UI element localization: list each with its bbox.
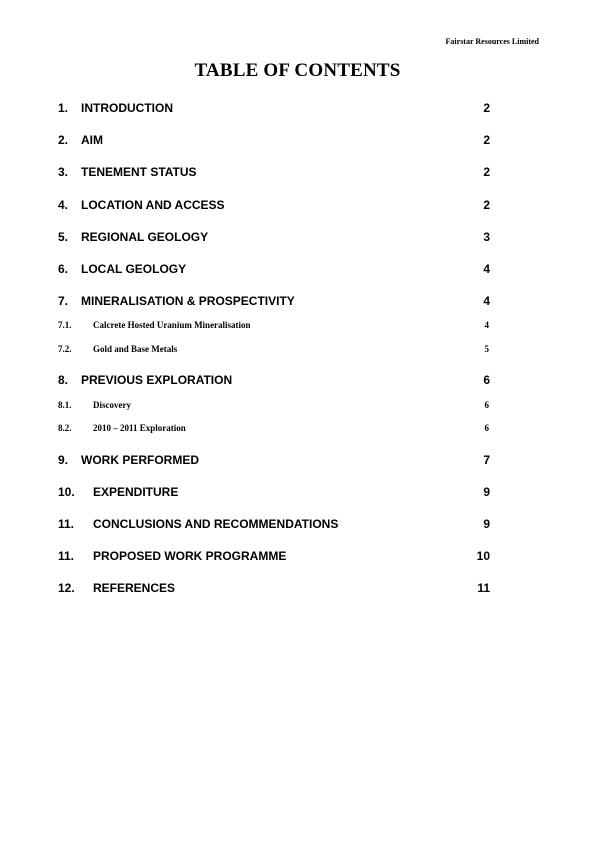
toc-entry-proposed-work-programme[interactable]	[58, 548, 490, 564]
toc-entry-expenditure[interactable]	[58, 484, 490, 500]
toc-entry-title: AIM	[81, 133, 103, 147]
toc-entry-aim[interactable]	[58, 132, 490, 148]
toc-entry-title: PROPOSED WORK PROGRAMME	[93, 549, 287, 563]
toc-entry-title: LOCATION AND ACCESS	[81, 198, 225, 212]
toc-entry-number: 2.	[58, 133, 69, 147]
toc-entry-page: 4	[484, 320, 489, 330]
toc-subentry-discovery[interactable]	[58, 399, 490, 411]
toc-entry-number: 7.2.	[58, 344, 72, 354]
toc-entry-title: CONCLUSIONS AND RECOMMENDATIONS	[93, 517, 339, 531]
toc-entry-title: REGIONAL GEOLOGY	[81, 230, 209, 244]
page-title: TABLE OF CONTENTS	[194, 60, 401, 81]
toc-entry-number: 8.1.	[58, 400, 72, 410]
toc-entry-title: 2010 – 2011 Exploration	[93, 423, 186, 433]
toc-entry-page: 5	[484, 344, 489, 354]
toc-entry-page: 2	[483, 101, 490, 115]
toc-entry-number: 10.	[58, 485, 75, 499]
toc-entry-work-performed[interactable]	[58, 452, 490, 468]
toc-entry-number: 3.	[58, 165, 69, 179]
toc-entry-title: MINERALISATION & PROSPECTIVITY	[81, 294, 295, 308]
toc-entry-local-geology[interactable]	[58, 261, 490, 277]
toc-entry-references[interactable]	[58, 580, 490, 596]
toc-entry-page: 2	[483, 165, 490, 179]
toc-entry-mineralisation-prospectivity[interactable]	[58, 293, 490, 309]
toc-entry-page: 4	[483, 294, 490, 308]
toc-entry-number: 11.	[58, 549, 75, 563]
toc-entry-page: 9	[483, 517, 490, 531]
toc-entry-title: Gold and Base Metals	[93, 344, 178, 354]
toc-entry-number: 4.	[58, 198, 69, 212]
toc-subentry-calcrete-uranium[interactable]	[58, 319, 490, 331]
toc-entry-page: 3	[483, 230, 490, 244]
toc-entry-introduction[interactable]	[58, 100, 490, 116]
toc-entry-title: Discovery	[93, 400, 131, 410]
toc-entry-title: TENEMENT STATUS	[81, 165, 197, 179]
toc-entry-title: PREVIOUS EXPLORATION	[81, 373, 233, 387]
toc-subentry-gold-base-metals[interactable]	[58, 343, 490, 355]
toc-entry-tenement-status[interactable]	[58, 164, 490, 180]
toc-entry-number: 7.1.	[58, 320, 72, 330]
toc-entry-page: 2	[483, 133, 490, 147]
company-header: Fairstar Resources Limited	[445, 37, 539, 46]
toc-entry-page: 2	[483, 198, 490, 212]
toc-entry-title: REFERENCES	[93, 581, 176, 595]
toc-subentry-2010-2011-exploration[interactable]	[58, 422, 490, 434]
toc-entry-title: Calcrete Hosted Uranium Mineralisation	[93, 320, 251, 330]
toc-entry-title: EXPENDITURE	[93, 485, 179, 499]
toc-entry-number: 11.	[58, 517, 75, 531]
toc-entry-page: 10	[476, 549, 490, 563]
toc-entry-number: 9.	[58, 453, 69, 467]
toc-entry-title: LOCAL GEOLOGY	[81, 262, 187, 276]
toc-entry-page: 6	[483, 373, 490, 387]
toc-entry-number: 6.	[58, 262, 69, 276]
toc-entry-number: 8.2.	[58, 423, 72, 433]
toc-entry-previous-exploration[interactable]	[58, 372, 490, 388]
toc-entry-number: 8.	[58, 373, 69, 387]
toc-entry-title: INTRODUCTION	[81, 101, 173, 115]
toc-entry-regional-geology[interactable]	[58, 229, 490, 245]
toc-entry-page: 6	[484, 423, 489, 433]
toc-entry-conclusions-recommendations[interactable]	[58, 516, 490, 532]
toc-entry-page: 7	[483, 453, 490, 467]
toc-entry-page: 11	[477, 581, 490, 595]
toc-entry-number: 1.	[58, 101, 69, 115]
toc-entry-page: 9	[483, 485, 490, 499]
toc-entry-number: 5.	[58, 230, 69, 244]
toc-entry-page: 6	[484, 400, 489, 410]
toc-entry-page: 4	[483, 262, 490, 276]
toc-entry-title: WORK PERFORMED	[81, 453, 199, 467]
toc-entry-location-and-access[interactable]	[58, 197, 490, 213]
toc-entry-number: 7.	[58, 294, 69, 308]
toc-entry-number: 12.	[58, 581, 75, 595]
